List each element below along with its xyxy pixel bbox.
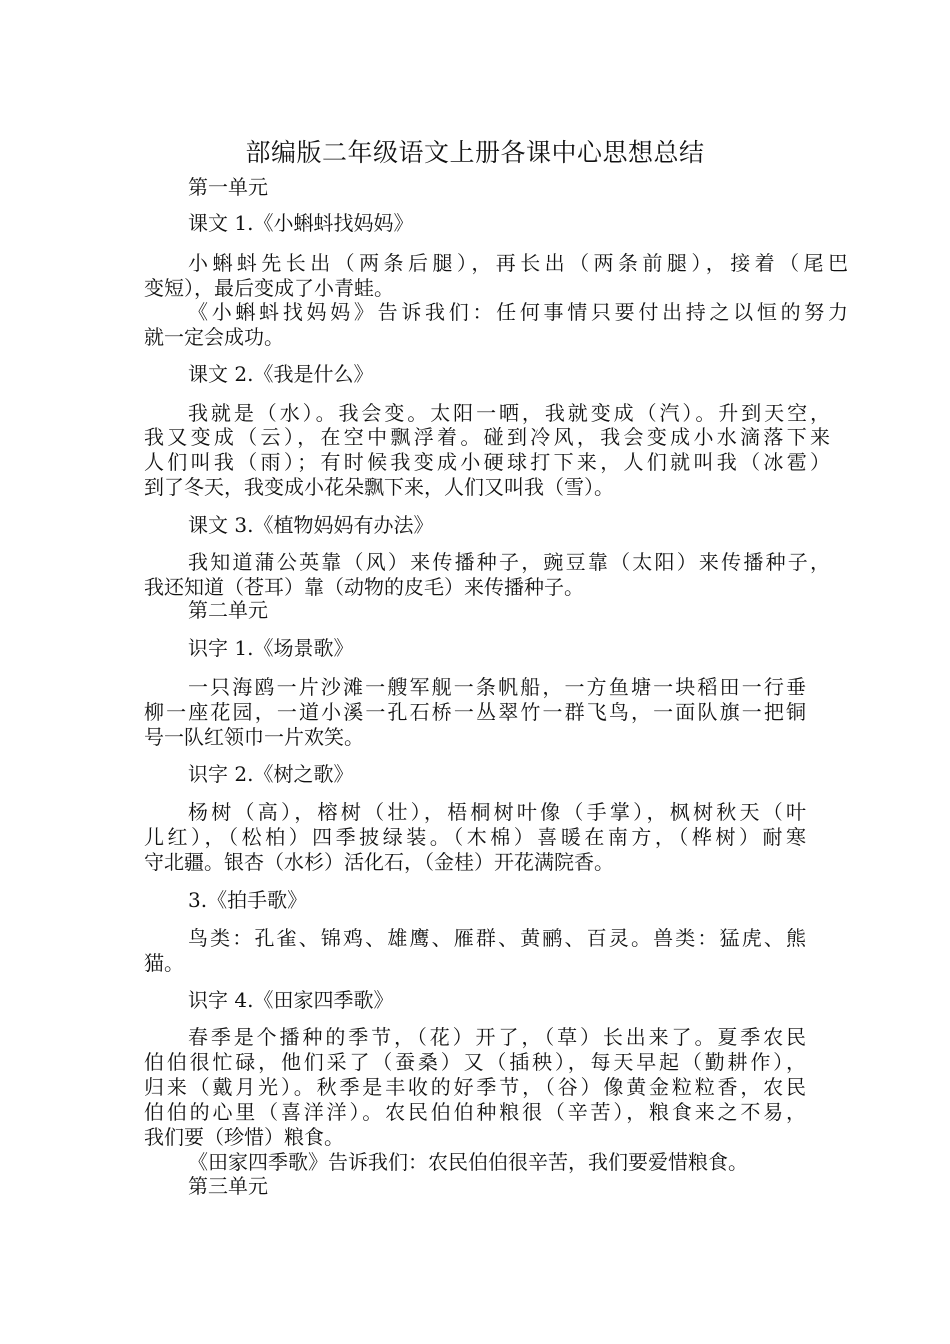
text-line: 《田家四季歌》告诉我们：农民伯伯很辛苦，我们要爱惜粮食。 xyxy=(188,1150,748,1174)
text-line: 柳一座花园，一道小溪一孔石桥一丛翠竹一群飞鸟，一面队旗一把铜 xyxy=(144,700,806,724)
text-line: 变短），最后变成了小青蛙。 xyxy=(144,276,394,300)
unit-heading: 第一单元 xyxy=(188,175,268,199)
lesson-heading: 课文 2.《我是什么》 xyxy=(188,362,374,386)
text-line: 我知道蒲公英靠（风）来传播种子，豌豆靠（太阳）来传播种子， xyxy=(188,550,830,574)
lesson-heading: 识字 2.《树之歌》 xyxy=(188,762,354,786)
lesson-heading: 课文 1.《小蝌蚪找妈妈》 xyxy=(188,211,414,235)
lesson-heading: 识字 1.《场景歌》 xyxy=(188,636,354,660)
text-line: 我还知道（苍耳）靠（动物的皮毛）来传播种子。 xyxy=(144,575,584,599)
text-line: 号一队红领巾一片欢笑。 xyxy=(144,725,364,749)
text-line: 我们要（珍惜）粮食。 xyxy=(144,1125,344,1149)
lesson-heading: 课文 3.《植物妈妈有办法》 xyxy=(188,513,434,537)
text-line: 春季是个播种的季节，（花）开了，（草）长出来了。夏季农民 xyxy=(188,1025,806,1049)
text-line: 守北疆。银杏（水杉）活化石，（金桂）开花满院香。 xyxy=(144,850,614,874)
unit-heading: 第二单元 xyxy=(188,598,268,622)
lesson-heading: 3.《拍手歌》 xyxy=(188,888,308,912)
text-line: 鸟类：孔雀、锦鸡、雄鹰、雁群、黄鹂、百灵。兽类：猛虎、熊 xyxy=(188,926,806,950)
unit-heading: 第三单元 xyxy=(188,1174,268,1198)
text-line: 杨树（高），榕树（壮），梧桐树叶像（手掌），枫树秋天（叶 xyxy=(188,800,806,824)
text-line: 小蝌蚪先长出（两条后腿），再长出（两条前腿），接着（尾巴 xyxy=(188,251,848,275)
text-line: 就一定会成功。 xyxy=(144,325,284,349)
text-line: 人们叫我（雨）；有时候我变成小硬球打下来，人们就叫我（冰雹） xyxy=(144,450,830,474)
doc-title: 部编版二年级语文上册各课中心思想总结 xyxy=(245,138,705,167)
text-line: 一只海鸥一片沙滩一艘军舰一条帆船，一方鱼塘一块稻田一行垂 xyxy=(188,675,806,699)
text-line: 我又变成（云），在空中飘浮着。碰到冷风，我会变成小水滴落下来 xyxy=(144,425,830,449)
text-line: 《小蝌蚪找妈妈》告诉我们：任何事情只要付出持之以恒的努力 xyxy=(188,300,848,324)
text-line: 归来（戴月光）。秋季是丰收的好季节，（谷）像黄金粒粒香，农民 xyxy=(144,1075,806,1099)
text-line: 伯伯的心里（喜洋洋）。农民伯伯种粮很（辛苦），粮食来之不易， xyxy=(144,1100,806,1124)
text-line: 猫。 xyxy=(144,951,184,975)
text-line: 伯伯很忙碌，他们采了（蚕桑）又（插秧），每天早起（勤耕作）， xyxy=(144,1050,806,1074)
lesson-heading: 识字 4.《田家四季歌》 xyxy=(188,988,394,1012)
text-line: 我就是（水）。我会变。太阳一晒，我就变成（汽）。升到天空， xyxy=(188,401,830,425)
text-line: 到了冬天，我变成小花朵飘下来，人们又叫我（雪）。 xyxy=(144,475,614,499)
text-line: 儿红），（松柏）四季披绿装。（木棉）喜暖在南方，（桦树）耐寒 xyxy=(144,825,806,849)
